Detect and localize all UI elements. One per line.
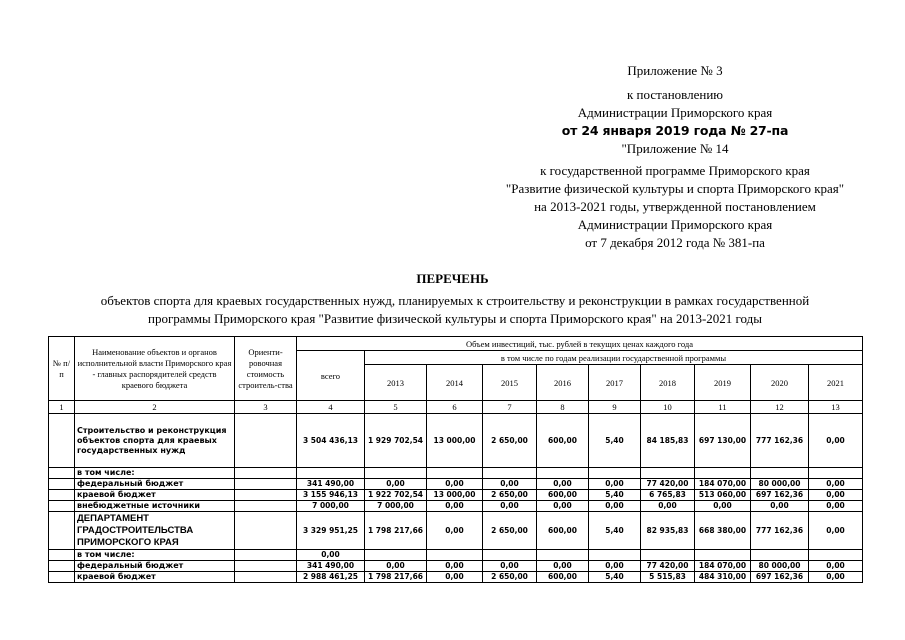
value-cell: 0,00 [297, 550, 365, 561]
value-cell: 0,00 [751, 501, 809, 512]
value-cell: 1 929 702,54 [365, 414, 427, 468]
header-total: всего [297, 351, 365, 401]
table-row [49, 414, 863, 468]
value-cell: 0,00 [427, 561, 483, 572]
header-line: "Приложение № 14 [621, 141, 729, 156]
value-cell: 7 000,00 [297, 501, 365, 512]
value-cell: 0,00 [427, 479, 483, 490]
value-cell: 7 000,00 [365, 501, 427, 512]
header-no: № п/п [49, 337, 75, 401]
table-row [49, 479, 863, 490]
header-line: от 7 декабря 2012 года № 381-па [585, 235, 765, 250]
row-name-cell: краевой бюджет [75, 490, 235, 501]
value-cell: 0,00 [809, 572, 863, 583]
row-number-cell [49, 512, 75, 550]
row-name-cell: в том числе: [75, 468, 235, 479]
investment-table [48, 336, 863, 583]
value-cell: 2 650,00 [483, 512, 537, 550]
value-cell: 697 162,36 [751, 572, 809, 583]
column-number-cell: 7 [483, 401, 537, 414]
header-line: к государственной программе Приморского края [540, 163, 810, 178]
value-cell: 0,00 [809, 479, 863, 490]
column-number-cell: 6 [427, 401, 483, 414]
decree-date-stamp: от 24 января 2019 года № 27-па [561, 123, 789, 138]
value-cell: 5,40 [589, 490, 641, 501]
table-row [49, 490, 863, 501]
row-number-cell [49, 561, 75, 572]
row-cost-cell [235, 572, 297, 583]
column-number-cell: 12 [751, 401, 809, 414]
table-row [49, 561, 863, 572]
table-row [49, 572, 863, 583]
value-cell [427, 550, 483, 561]
value-cell: 0,00 [641, 501, 695, 512]
value-cell: 5 515,83 [641, 572, 695, 583]
value-cell: 0,00 [427, 572, 483, 583]
row-cost-cell [235, 501, 297, 512]
value-cell: 0,00 [483, 561, 537, 572]
value-cell: 77 420,00 [641, 561, 695, 572]
header-line: Администрации Приморского края [577, 217, 773, 232]
row-cost-cell [235, 490, 297, 501]
header-line: на 2013-2021 годы, утвержденной постановлением [534, 199, 816, 214]
value-cell: 80 000,00 [751, 561, 809, 572]
value-cell: 6 765,83 [641, 490, 695, 501]
header-cost: Ориенти-ровочная стоимость строитель-ства [235, 337, 297, 401]
value-cell: 341 490,00 [297, 479, 365, 490]
value-cell: 5,40 [589, 512, 641, 550]
value-cell: 184 070,00 [695, 561, 751, 572]
value-cell: 2 650,00 [483, 572, 537, 583]
year-header-cell: 2016 [537, 365, 589, 401]
year-header-cell: 2017 [589, 365, 641, 401]
value-cell: 0,00 [589, 479, 641, 490]
value-cell [641, 550, 695, 561]
column-number-cell: 1 [49, 401, 75, 414]
table-row [49, 501, 863, 512]
row-number-cell [49, 479, 75, 490]
header-by-year: в том числе по годам реализации государственной программы [365, 351, 863, 365]
column-number-cell: 9 [589, 401, 641, 414]
year-header-cell: 2019 [695, 365, 751, 401]
value-cell [427, 468, 483, 479]
column-numbers-row [49, 401, 863, 414]
value-cell: 13 000,00 [427, 490, 483, 501]
value-cell: 0,00 [537, 479, 589, 490]
value-cell: 0,00 [537, 561, 589, 572]
value-cell: 2 988 461,25 [297, 572, 365, 583]
row-number-cell [49, 550, 75, 561]
value-cell: 0,00 [809, 490, 863, 501]
table-body [49, 414, 863, 583]
value-cell: 1 922 702,54 [365, 490, 427, 501]
row-number-cell [49, 490, 75, 501]
value-cell: 0,00 [589, 501, 641, 512]
value-cell: 1 798 217,66 [365, 572, 427, 583]
header-name: Наименование объектов и органов исполнительной власти Приморского края - главных распорядителей средств краевого бюджета [75, 337, 235, 401]
value-cell: 600,00 [537, 490, 589, 501]
row-name-cell: в том числе: [75, 550, 235, 561]
value-cell: 84 185,83 [641, 414, 695, 468]
value-cell: 697 162,36 [751, 490, 809, 501]
value-cell: 1 798 217,66 [365, 512, 427, 550]
value-cell: 2 650,00 [483, 490, 537, 501]
table-row [49, 550, 863, 561]
document-header [480, 62, 870, 252]
row-number-cell [49, 501, 75, 512]
value-cell [695, 468, 751, 479]
value-cell: 77 420,00 [641, 479, 695, 490]
value-cell [695, 550, 751, 561]
row-cost-cell [235, 479, 297, 490]
value-cell [641, 468, 695, 479]
value-cell: 0,00 [483, 479, 537, 490]
value-cell [483, 550, 537, 561]
value-cell: 82 935,83 [641, 512, 695, 550]
value-cell [589, 468, 641, 479]
value-cell: 2 650,00 [483, 414, 537, 468]
column-number-cell: 2 [75, 401, 235, 414]
value-cell: 0,00 [427, 512, 483, 550]
value-cell: 0,00 [809, 561, 863, 572]
value-cell [365, 468, 427, 479]
value-cell: 3 329 951,25 [297, 512, 365, 550]
value-cell: 0,00 [537, 501, 589, 512]
value-cell [751, 550, 809, 561]
value-cell: 341 490,00 [297, 561, 365, 572]
document-subtitle [40, 292, 870, 328]
value-cell: 0,00 [365, 479, 427, 490]
value-cell: 484 310,00 [695, 572, 751, 583]
value-cell: 0,00 [809, 501, 863, 512]
value-cell [751, 468, 809, 479]
value-cell: 0,00 [809, 414, 863, 468]
header-line: к постановлению [626, 87, 724, 102]
value-cell: 0,00 [427, 501, 483, 512]
value-cell: 697 130,00 [695, 414, 751, 468]
value-cell: 600,00 [537, 512, 589, 550]
row-name-cell: краевой бюджет [75, 572, 235, 583]
value-cell [537, 468, 589, 479]
row-name-cell: федеральный бюджет [75, 479, 235, 490]
value-cell: 777 162,36 [751, 414, 809, 468]
value-cell: 5,40 [589, 414, 641, 468]
row-name-cell: внебюджетные источники [75, 501, 235, 512]
row-name-cell: федеральный бюджет [75, 561, 235, 572]
column-number-cell: 10 [641, 401, 695, 414]
column-number-cell: 4 [297, 401, 365, 414]
column-number-cell: 8 [537, 401, 589, 414]
year-header-cell: 2015 [483, 365, 537, 401]
value-cell: 13 000,00 [427, 414, 483, 468]
value-cell: 668 380,00 [695, 512, 751, 550]
value-cell: 600,00 [537, 414, 589, 468]
value-cell: 184 070,00 [695, 479, 751, 490]
year-header-cell: 2018 [641, 365, 695, 401]
year-header-cell: 2021 [809, 365, 863, 401]
value-cell [537, 550, 589, 561]
value-cell: 0,00 [695, 501, 751, 512]
row-number-cell [49, 572, 75, 583]
table-row [49, 512, 863, 550]
column-number-cell: 11 [695, 401, 751, 414]
year-header-cell: 2014 [427, 365, 483, 401]
value-cell: 80 000,00 [751, 479, 809, 490]
header-volume: Объем инвестиций, тыс. рублей в текущих ценах каждого года [297, 337, 863, 351]
row-cost-cell [235, 468, 297, 479]
value-cell [589, 550, 641, 561]
row-number-cell [49, 468, 75, 479]
subtitle-line: программы Приморского края "Развитие физической культуры и спорта Приморского края" на 2013-2021 годы [147, 311, 762, 326]
year-header-cell: 2013 [365, 365, 427, 401]
value-cell [483, 468, 537, 479]
row-number-cell [49, 414, 75, 468]
document-title: ПЕРЕЧЕНЬ [416, 271, 489, 286]
value-cell: 0,00 [809, 512, 863, 550]
value-cell: 0,00 [483, 501, 537, 512]
table-row [49, 468, 863, 479]
value-cell: 777 162,36 [751, 512, 809, 550]
value-cell [809, 550, 863, 561]
row-cost-cell [235, 512, 297, 550]
column-number-cell: 5 [365, 401, 427, 414]
year-header-cell: 2020 [751, 365, 809, 401]
value-cell [297, 468, 365, 479]
value-cell: 3 504 436,13 [297, 414, 365, 468]
value-cell: 513 060,00 [695, 490, 751, 501]
value-cell: 5,40 [589, 572, 641, 583]
value-cell: 0,00 [589, 561, 641, 572]
row-cost-cell [235, 550, 297, 561]
value-cell: 600,00 [537, 572, 589, 583]
header-line: Приложение № 3 [627, 63, 723, 78]
row-name-cell: ДЕПАРТАМЕНТ ГРАДОСТРОИТЕЛЬСТВА ПРИМОРСКОГО КРАЯ [75, 512, 235, 550]
subtitle-line: объектов спорта для краевых государственных нужд, планируемых к строительству и реконструкции в рамках государственной [100, 293, 810, 308]
header-line: "Развитие физической культуры и спорта Приморского края" [505, 181, 845, 196]
header-line: Администрации Приморского края [577, 105, 773, 120]
row-cost-cell [235, 414, 297, 468]
value-cell [809, 468, 863, 479]
column-number-cell: 13 [809, 401, 863, 414]
value-cell [365, 550, 427, 561]
value-cell: 0,00 [365, 561, 427, 572]
column-number-cell: 3 [235, 401, 297, 414]
value-cell: 3 155 946,13 [297, 490, 365, 501]
row-cost-cell [235, 561, 297, 572]
row-name-cell: Строительство и реконструкция объектов спорта для краевых государственных нужд [75, 414, 235, 468]
